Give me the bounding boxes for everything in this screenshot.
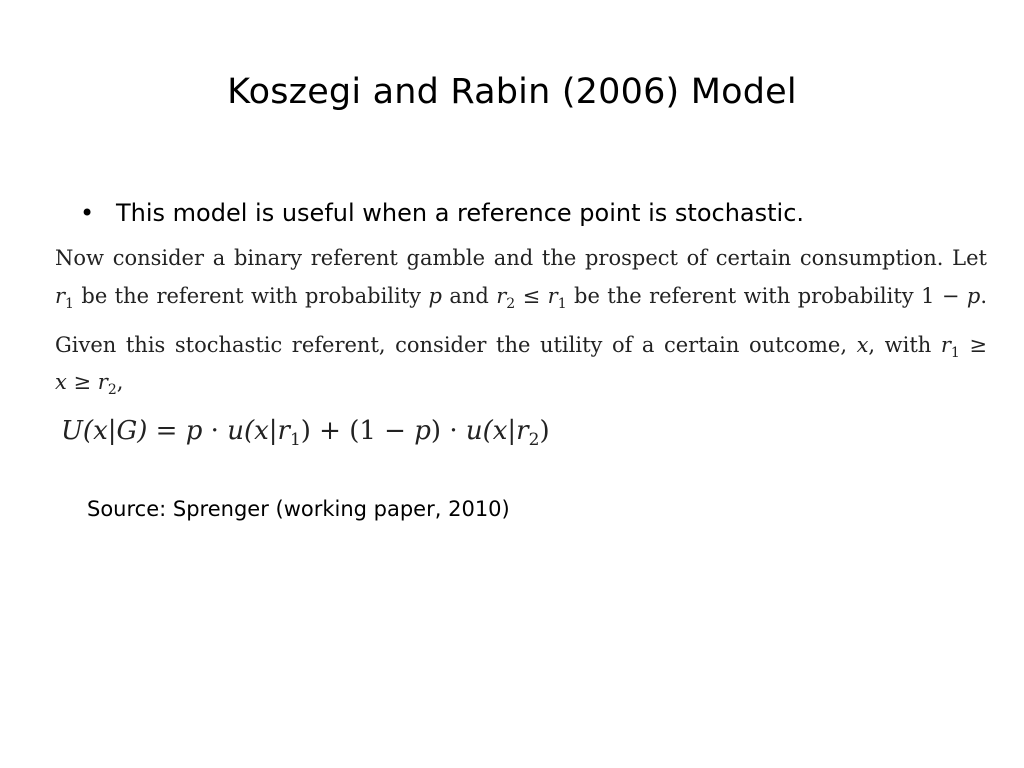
eq-args: (x|G): [82, 416, 148, 446]
cdot: ·: [202, 416, 228, 446]
var-p: p: [966, 284, 981, 308]
utility-equation: [61, 416, 550, 450]
var-x: x: [55, 370, 67, 394]
var-p: p: [428, 284, 442, 308]
leq-symbol: ≤: [515, 284, 548, 308]
var-r1: r: [940, 333, 951, 357]
text-segment: be the referent with probability 1 −: [566, 284, 967, 308]
sub-1: 1: [557, 296, 567, 313]
var-p: p: [414, 416, 431, 446]
source-citation: Source: Sprenger (working paper, 2010): [87, 497, 510, 521]
var-p: p: [185, 416, 203, 446]
excerpt-line-2: [55, 284, 987, 312]
sub-2: 2: [506, 296, 516, 313]
sub-2: 2: [528, 430, 540, 451]
excerpt-line-3: [55, 333, 987, 361]
var-u: u: [227, 416, 244, 446]
period: .: [980, 284, 988, 308]
var-x: x: [856, 333, 869, 357]
paren: ): [430, 416, 442, 446]
sub-1: 1: [289, 430, 301, 451]
bullet-item: [80, 199, 804, 227]
var-U: U: [61, 416, 83, 446]
sub-2: 2: [107, 382, 117, 399]
paren: ): [300, 416, 311, 446]
geq-symbol: ≥: [66, 370, 98, 394]
var-r2: r: [496, 284, 507, 308]
text-segment: be the referent with probability: [73, 284, 429, 308]
excerpt-line-1: Now consider a binary referent gamble and the prospect of certain consumption. Let: [55, 246, 987, 270]
text-segment: , with: [868, 333, 941, 357]
eq-plus: + (1 −: [310, 416, 415, 446]
var-u: u: [465, 416, 483, 446]
excerpt-line-4: [55, 370, 123, 398]
bullet-text: This model is useful when a reference point is stochastic.: [116, 199, 805, 227]
eq-args: (x|r: [243, 416, 290, 446]
comma: ,: [116, 370, 124, 394]
slide-title: Koszegi and Rabin (2006) Model: [227, 72, 797, 112]
var-r1: r: [55, 284, 66, 308]
equals-sign: =: [147, 416, 186, 446]
bullet-marker: •: [80, 199, 95, 227]
sub-1: 1: [950, 345, 960, 362]
geq-symbol: ≥: [959, 333, 987, 357]
paren: ): [539, 416, 550, 446]
sub-1: 1: [65, 296, 74, 313]
cdot: ·: [441, 416, 466, 446]
eq-args: (x|r: [482, 416, 529, 446]
text-segment: Given this stochastic referent, consider the utility of a certain outcome,: [55, 333, 857, 357]
var-r1: r: [547, 284, 558, 308]
text-segment: and: [441, 284, 497, 308]
var-r2: r: [97, 370, 108, 394]
